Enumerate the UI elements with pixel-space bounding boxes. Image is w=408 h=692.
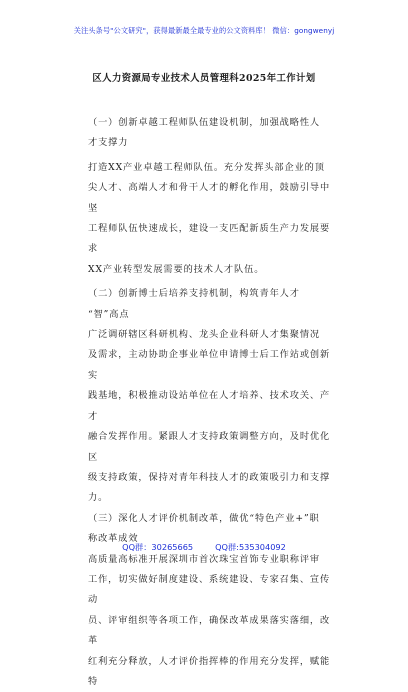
text-line: 级支持政策，保持对青年科技人才的政策吸引力和支撑力。 [88, 471, 331, 504]
paragraph [88, 158, 338, 280]
paragraph [88, 325, 338, 509]
text-line: （三）深化人才评价机制改革，做优“特色产业+”职 [88, 512, 320, 524]
text-line: XX产业转型发展需要的技术人才队伍。 [88, 263, 265, 275]
qq-group-2: QQ群:535304092 [215, 542, 286, 552]
text-line: 融合发挥作用。紧跟人才支持政策调整方向，及时优化区 [88, 431, 331, 463]
text-line: （二）创新博士后培养支持机制，构筑青年人才 [88, 288, 300, 300]
text-line: 广泛调研辖区科研机构、龙头企业科研人才集聚情况 [88, 329, 321, 341]
qq-group-1: QQ群：30265665 [122, 542, 194, 552]
text-line: 打造XX产业卓越工程师队伍。充分发挥头部企业的顶 [88, 161, 325, 173]
text-line: 工程师队伍快速成长，建设一支匹配新质生产力发展要求 [88, 223, 331, 255]
document-body [88, 113, 338, 692]
text-line: 尖人才、高端人才和骨干人才的孵化作用，鼓励引导中坚 [88, 182, 331, 214]
text-line: “智”高点 [88, 308, 130, 320]
text-line: 及需求，主动协助企事业单位申请博士后工作站或创新实 [88, 349, 331, 381]
document-title: 区人力资源局专业技术人员管理科2025年工作计划 [92, 73, 316, 84]
text-line: 工作，切实做好制度建设、系统建设、专家召集、宣传动 [88, 573, 331, 606]
section-heading [88, 113, 338, 154]
text-line: 红利充分释放，人才评价指挥棒的作用充分发挥，赋能特 [88, 655, 331, 687]
footer-contacts [0, 535, 408, 554]
paragraph [88, 550, 338, 692]
text-line: 高质量高标准开展深圳市首次珠宝首饰专业职称评审 [88, 553, 321, 565]
text-line: （一）创新卓越工程师队伍建设机制，加强战略性人 [88, 117, 321, 128]
text-line: 称改革成效 [88, 533, 139, 545]
text-line: 员、评审组织等各项工作，确保改革成果落实落细，改革 [88, 614, 331, 647]
section-heading [88, 284, 338, 325]
text-line: 践基地，积极推动设站单位在人才培养、技术攻关、产才 [88, 390, 331, 422]
text-line: 才支撑力 [88, 137, 129, 149]
header-note: 关注头条号"公文研究"，获得最新最全最专业的公文资料库！ 微信：gongwenyj [73, 26, 335, 35]
